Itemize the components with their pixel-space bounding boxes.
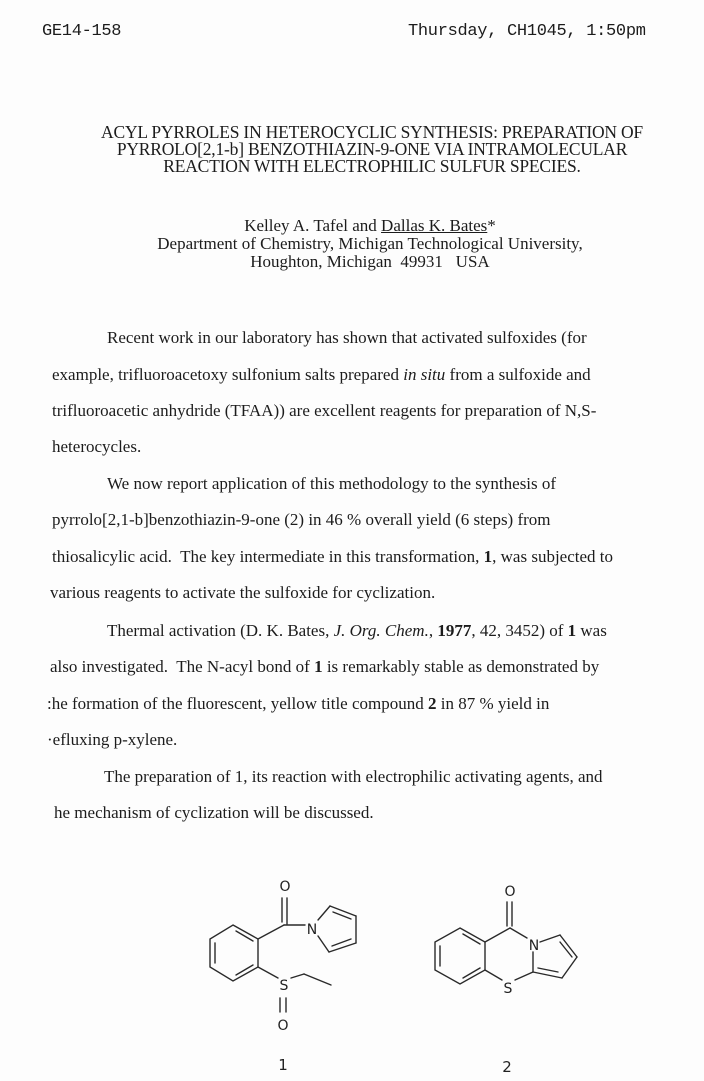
paragraph-3-line [50, 657, 599, 677]
ring-to-carbonyl-bond [485, 928, 510, 942]
italic-term: in situ [403, 365, 446, 384]
text-run: , was subjected to [492, 547, 614, 566]
author-name: Kelley A. Tafel [244, 216, 348, 235]
paper-title [40, 124, 704, 175]
pyrrole-bond [330, 906, 356, 916]
paragraph-4-line: he mechanism of cyclization will be discussed. [54, 803, 374, 822]
compound-2-structure [435, 902, 577, 984]
text-run: is remarkably stable as demonstrated by [322, 657, 600, 676]
paragraph-1-line: heterocycles. [52, 437, 142, 456]
pyrrole-bond [329, 943, 356, 952]
pyrrole-bond [540, 935, 560, 942]
abstract-id: GE14-158 [42, 22, 122, 41]
atom-label-nitrogen: N [306, 922, 318, 938]
benzene-ring [435, 928, 485, 984]
benzene-ring [210, 925, 258, 981]
ring-to-s-bond [485, 970, 502, 980]
paragraph-2-line: various reagents to activate the sulfoxide for cyclization. [50, 583, 436, 602]
affiliation-line: Houghton, Michigan 49931 USA [250, 252, 490, 271]
pyrrole-double-bond [538, 968, 558, 972]
pyrrole-bond [562, 957, 577, 978]
pyrrole-bond [318, 906, 330, 920]
text-run: was [576, 621, 607, 640]
paragraph-2-line: We now report application of this methodology to the synthesis of [107, 474, 557, 493]
compound-ref: 2 [427, 694, 437, 713]
aromatic-double-bond [236, 965, 253, 975]
text-run: example, trifluoroacetoxy sulfonium salts prepared [52, 365, 404, 384]
text-run: in 87 % yield in [436, 694, 550, 713]
affiliation-line: Department of Chemistry, Michigan Technological University, [157, 234, 583, 253]
paragraph-3-line [47, 694, 549, 714]
compound-ref: 1 [483, 547, 493, 566]
author-conjunction: and [348, 216, 382, 235]
presenting-author-name: Dallas K. Bates [381, 216, 488, 235]
paragraph-2-line: pyrrolo[2,1-b]benzothiazin-9-one (2) in 46 % overall yield (6 steps) from [52, 510, 551, 529]
pyrrole-bond [318, 936, 329, 952]
atom-label-oxygen: O [504, 884, 516, 900]
ring-to-carbonyl-bond [258, 925, 284, 939]
text-run: , 42, 3452) of [471, 621, 568, 640]
paragraph-2-line [52, 547, 613, 567]
pyrrole-double-bond [560, 942, 572, 957]
compound-ref: 1 [567, 621, 577, 640]
compound-ref: 1 [314, 657, 323, 676]
session-info: Thursday, CH1045, 1:50pm [408, 22, 646, 41]
s-ethyl-bond [291, 974, 304, 978]
s-to-c-bond [515, 972, 533, 980]
text-run: from a sulfoxide and [445, 365, 591, 384]
atom-label-oxygen: O [277, 1018, 289, 1034]
aromatic-double-bond [463, 934, 480, 944]
compound-label: 1 [278, 1056, 288, 1074]
journal-name: J. Org. Chem. [333, 621, 429, 640]
atom-label-sulfur: S [279, 978, 289, 994]
chemical-structures-figure [0, 860, 704, 1081]
author-block [60, 217, 680, 271]
author-line [60, 217, 680, 235]
aromatic-double-bond [463, 968, 480, 978]
ring-to-s-bond [258, 967, 278, 978]
compound-label: 2 [502, 1058, 512, 1076]
paragraph-1-line [52, 365, 591, 385]
text-run: thiosalicylic acid. The key intermediate in this transformation, [52, 547, 484, 566]
paragraph-3-line: ·efluxing p-xylene. [47, 730, 178, 749]
ethyl-bond [304, 974, 331, 985]
carbonyl-to-n-bond [510, 928, 527, 938]
atom-label-oxygen: O [279, 879, 291, 895]
citation-year: 1977 [437, 621, 472, 640]
title-line: REACTION WITH ELECTROPHILIC SULFUR SPECIES. [163, 156, 581, 176]
pyrrole-bond [533, 972, 562, 978]
corresponding-mark: * [487, 216, 496, 235]
title-line: PYRROLO[2,1-b] BENZOTHIAZIN-9-ONE VIA INTRAMOLECULAR [116, 139, 628, 159]
paragraph-3-line [107, 621, 607, 641]
text-run: Thermal activation (D. K. Bates, [107, 621, 334, 640]
aromatic-double-bond [236, 931, 253, 941]
atom-label-nitrogen: N [528, 938, 540, 954]
text-run: , [428, 621, 438, 640]
text-run: :he formation of the fluorescent, yellow title compound [47, 694, 428, 713]
paragraph-4-line: The preparation of 1, its reaction with electrophilic activating agents, and [104, 767, 603, 786]
compound-1-structure [210, 898, 356, 1012]
paragraph-1-line: trifluoroacetic anhydride (TFAA)) are excellent reagents for preparation of N,S- [52, 401, 597, 420]
paragraph-1-line: Recent work in our laboratory has shown that activated sulfoxides (for [107, 328, 587, 347]
title-line: ACYL PYRROLES IN HETEROCYCLIC SYNTHESIS: PREPARATION OF [101, 122, 643, 142]
text-run: also investigated. The N-acyl bond of [50, 657, 315, 676]
atom-label-sulfur: S [503, 981, 513, 997]
